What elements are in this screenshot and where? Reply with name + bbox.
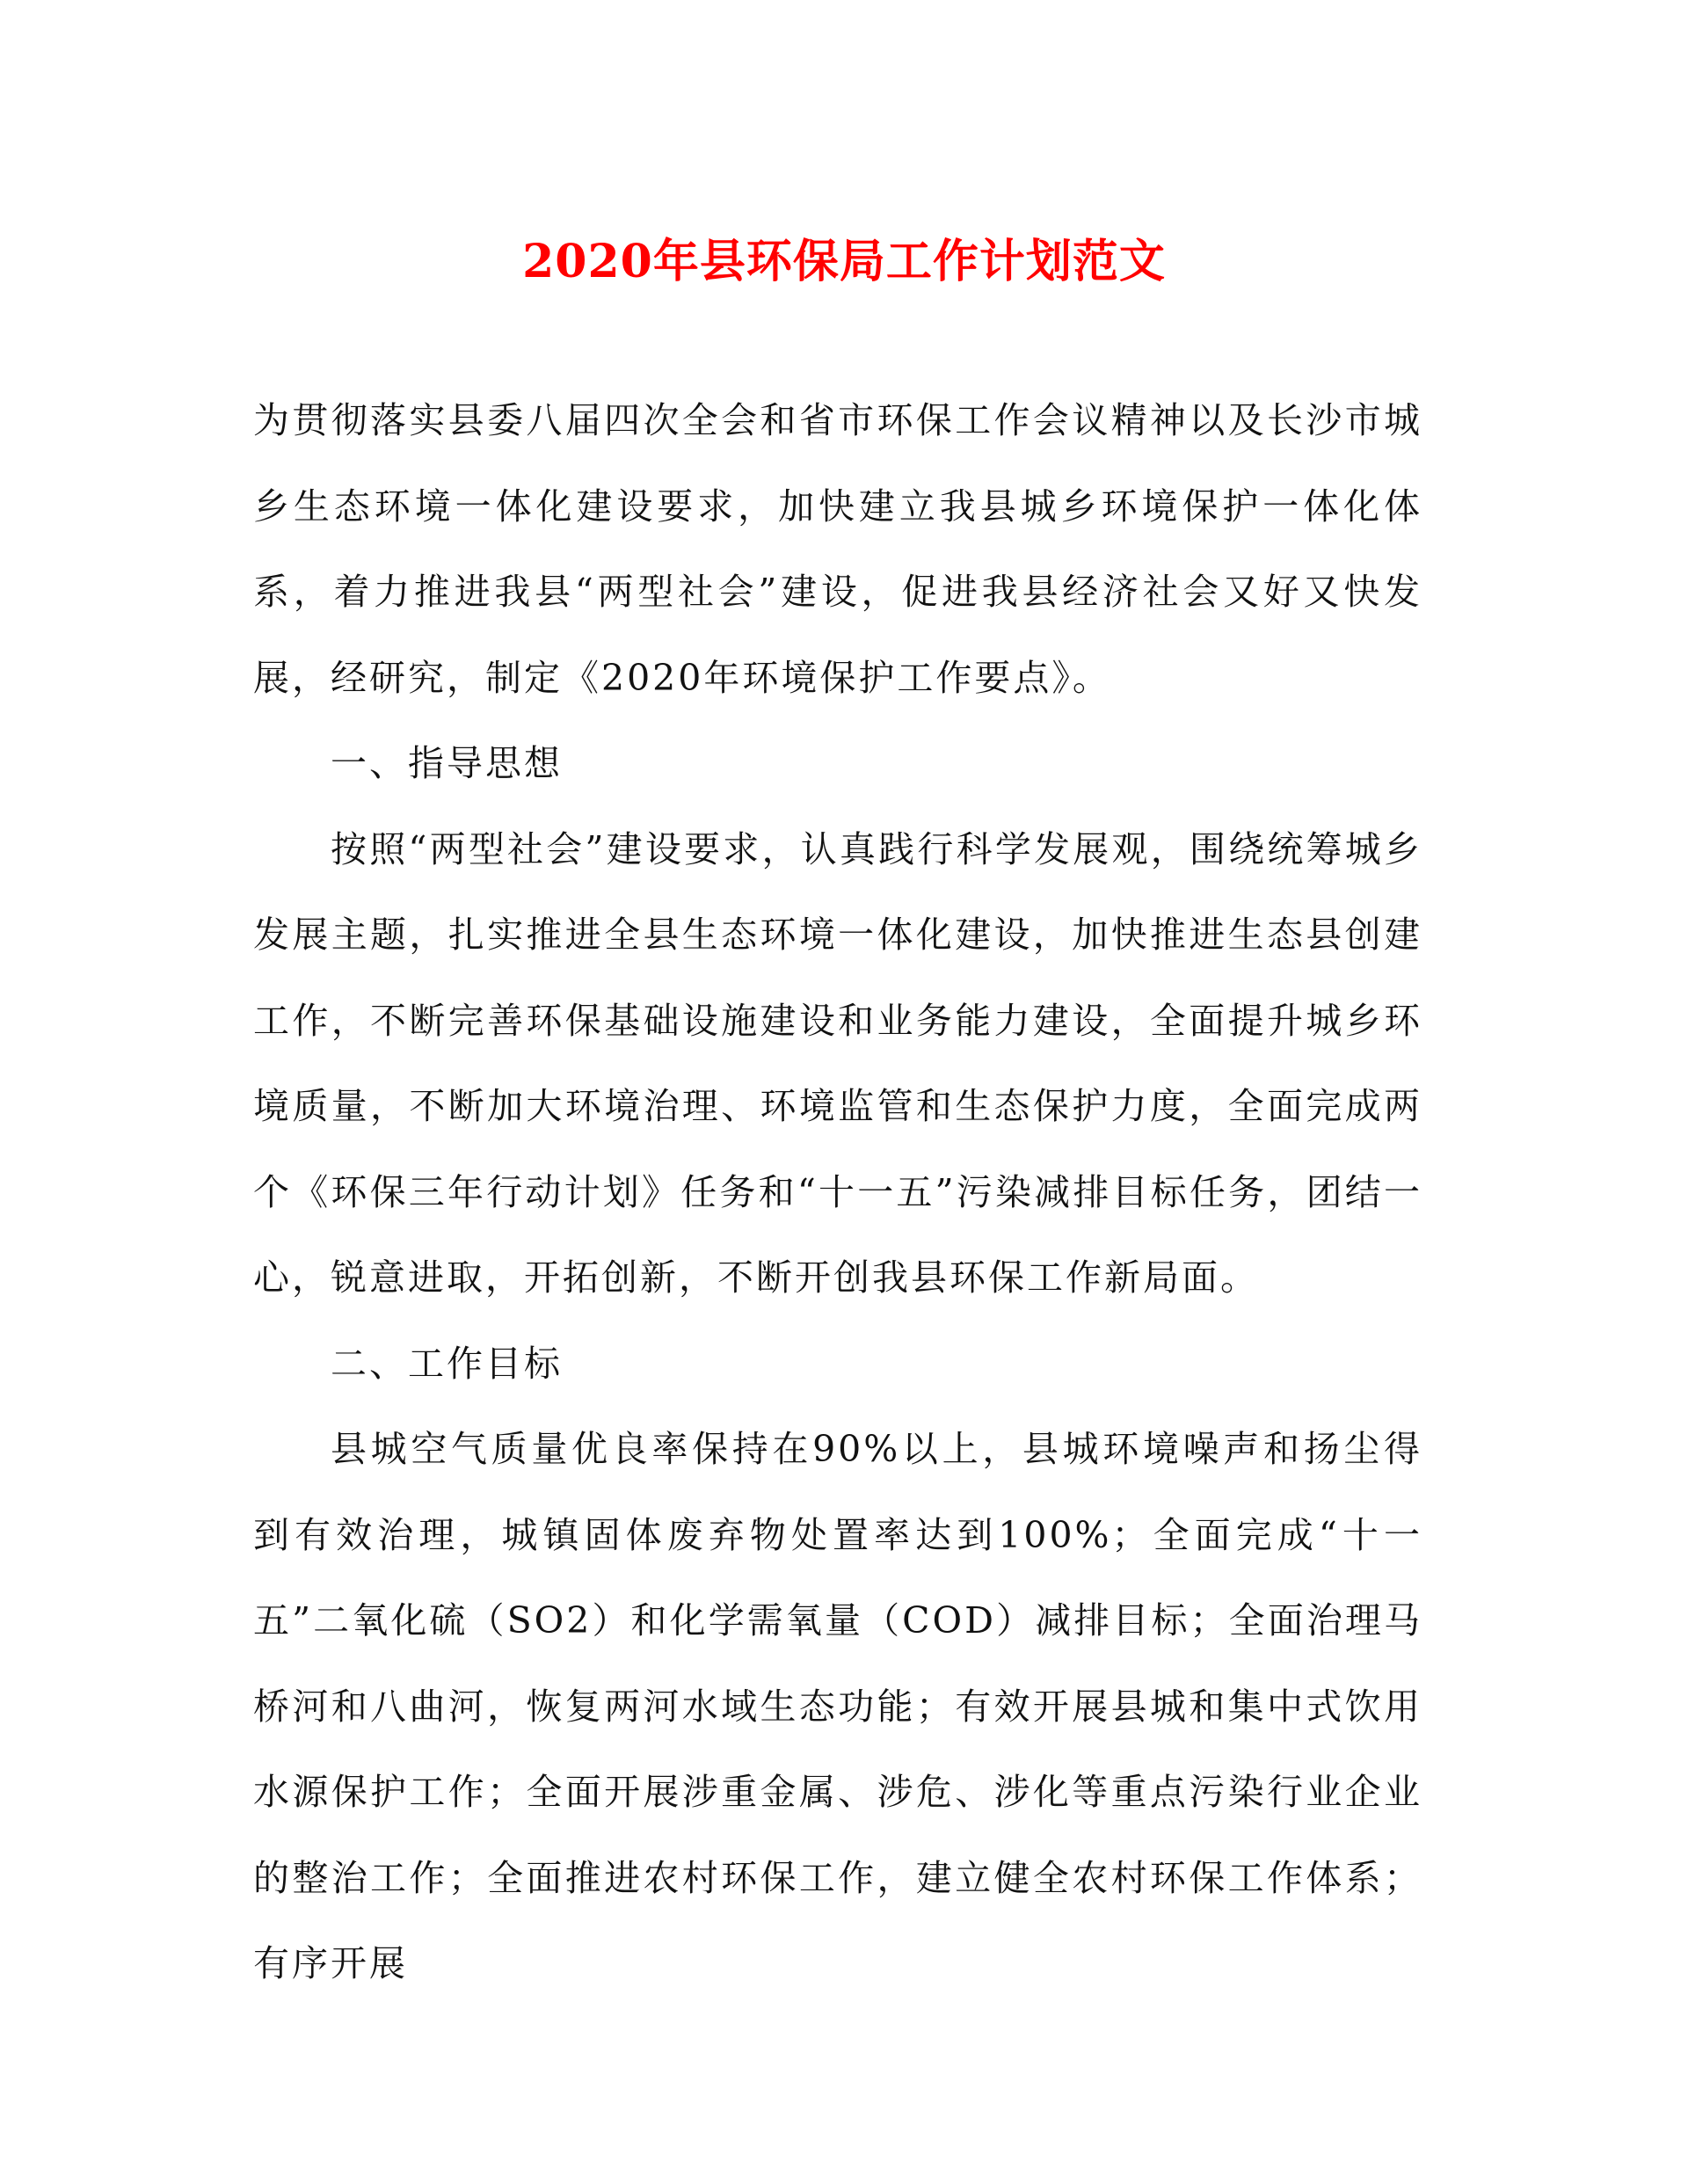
document-title: 2020年县环保局工作计划范文 (522, 235, 1166, 288)
document-body (253, 378, 1422, 2007)
section-heading-guiding-thought: 一、指导思想 (331, 742, 563, 784)
intro-paragraph: 为贯彻落实县委八届四次全会和省市环保工作会议精神以及长沙市城乡生态环境一体化建设要求，加快建立我县城乡环境保护一体化体系，着力推进我县“两型社会”建设，促进我县经济社会又好又快发展，经研究，制定《2020年环境保护工作要点》。 (253, 399, 1422, 699)
work-goals-paragraph: 县城空气质量优良率保持在90%以上，县城环境噪声和扬尘得到有效治理，城镇固体废弃物处置率达到100%；全面完成“十一五”二氧化硫（SO2）和化学需氧量（COD）减排目标；全面治理马桥河和八曲河，恢复两河水域生态功能；有效开展县城和集中式饮用水源保护工作；全面开展涉重金属、涉危、涉化等重点污染行业企业的整治工作；全面推进农村环保工作，建立健全农村环保工作体系；有序开展 (253, 1428, 1422, 1984)
guiding-thought-paragraph: 按照“两型社会”建设要求，认真践行科学发展观，围绕统筹城乡发展主题，扎实推进全县生态环境一体化建设，加快推进生态县创建工作，不断完善环保基础设施建设和业务能力建设，全面提升城乡环境质量，不断加大环境治理、环境监管和生态保护力度，全面完成两个《环保三年行动计划》任务和“十一五”污染减排目标任务，团结一心，锐意进取，开拓创新，不断开创我县环保工作新局面。 (253, 827, 1422, 1299)
section-heading-work-goals: 二、工作目标 (331, 1342, 563, 1385)
